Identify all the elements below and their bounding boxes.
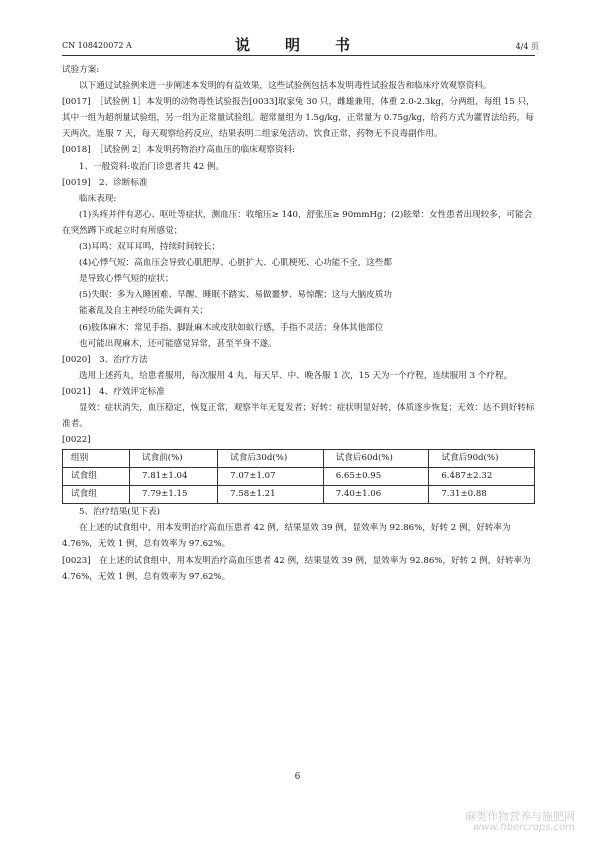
page-number: 6	[294, 772, 301, 782]
table-cell: 试食组	[63, 486, 130, 504]
symptom-4: (4)心悸气短：高血压会导致心肌肥厚、心脏扩大、心肌梗死、心功能不全，这些都	[79, 258, 392, 269]
watermark-text: 麻类作物营养与施肥网	[465, 810, 575, 823]
table-cell: 试食组	[63, 468, 130, 486]
paragraph-intro: 以下通过试验例来进一步阐述本发明的有益效果，这些试验例包括本发明毒性试验报告和临床疗效观察资料。	[79, 81, 492, 92]
paragraph-0021: [0021] 4、疗效评定标准	[62, 386, 165, 397]
results-table	[62, 449, 535, 504]
page-title: 说 明 书	[234, 36, 360, 54]
table-header-row	[63, 450, 535, 468]
symptom-6: (6)肢体麻木：常见手指、脚趾麻木或皮肤如蚁行感，手指不灵活；身体其他部位	[79, 322, 384, 333]
symptom-5: (5)失眠：多为入睡困难、早醒、睡眠不踏实、易做噩梦、易惊醒；这与大脑皮质功	[79, 290, 392, 301]
table-header-cell: 试食后60d(%)	[323, 450, 429, 468]
table-cell: 6.65±0.95	[323, 468, 429, 486]
paragraph-general-info: 1、一般资料:收治门诊患者共 42 例。	[79, 161, 225, 172]
table-cell: 7.31±0.88	[429, 486, 535, 504]
table-cell: 7.58±1.21	[218, 486, 324, 504]
page-indicator: 4/4 页	[515, 42, 539, 51]
treatment-method: 选用上述药丸，给患者服用，每次服用 4 丸，每天早、中、晚各服 1 次，15 天为一个疗程，连续服用 3 个疗程。	[79, 370, 513, 381]
results-heading: 5、治疗结果(见下表)	[79, 507, 160, 518]
paragraph-0020: [0020] 3、治疗方法	[62, 354, 148, 365]
table-header-cell: 试食后90d(%)	[429, 450, 535, 468]
document-body	[62, 62, 535, 585]
symptom-6-cont: 也可能出现麻木，还可能感觉异常，甚至半身不遂。	[79, 338, 277, 349]
paragraph-0023: [0023] 在上述的试食组中，用本发明治疗高血压患者 42 例，结果显效 39 例，显效率为 92.86%，好转 2 例，好转率为 4.76%，无效 1 例，总有效率为 97.62%。	[62, 555, 531, 582]
table-cell: 7.40±1.06	[323, 486, 429, 504]
table-cell: 7.07±1.07	[218, 468, 324, 486]
paragraph-0018: [0018] ［试验例 2］本发明药物治疗高血压的临床观察资料:	[62, 145, 296, 156]
symptom-1-2: (1)头疼并伴有恶心、呕吐等症状，测血压：收缩压≥ 140，舒张压≥ 90mmHg；(2)眩晕：女性患者出现较多，可能会在突然蹲下或起立时有所感觉；	[62, 209, 533, 236]
paragraph-0017: [0017] ［试验例 1］本发明的动物毒性试验报告[0033]取家兔 30 只，雌雄兼用，体重 2.0-2.3kg，分两组，每组 15 只，其中一组为超剂量试验组，另一组为正常量试验组。超常量组为 1.5g/kg，正常量为 0.75g/kg，给药方式为灌胃法给药，每天两次，连服 7 天，每天观察给药反应，结果表明二组家兔活动、饮食正常，药物无不良毒副作用。	[62, 97, 535, 140]
table-cell: 7.81±1.04	[130, 468, 218, 486]
paragraph-0019: [0019] 2、诊断标准	[62, 177, 148, 188]
header-divider	[62, 55, 535, 56]
symptom-4-cont: 是导致心悸气短的症状；	[79, 274, 174, 285]
table-header-cell: 试食后30d(%)	[218, 450, 324, 468]
table-header-cell: 试食前(%)	[130, 450, 218, 468]
symptom-5-cont: 能紊乱及自主神经功能失调有关；	[79, 306, 208, 317]
watermark-url: www.fibercrops.com	[473, 822, 575, 833]
clinical-heading: 临床表现:	[79, 193, 117, 204]
symptom-3: (3)耳鸣：双耳耳鸣，持续时间较长；	[79, 242, 221, 253]
table-row	[63, 486, 535, 504]
table-cell: 7.79±1.15	[130, 486, 218, 504]
results-paragraph: 在上述的试食组中，用本发明治疗高血压患者 42 例，结果显效 39 例，显效率为 92.86%，好转 2 例，好转率为 4.76%，无效 1 例，总有效率为 97.62%。	[62, 523, 511, 550]
section-heading: 试验方案:	[62, 65, 100, 75]
doc-number: CN 108420072 A	[62, 41, 132, 50]
table-cell: 6.487±2.32	[429, 468, 535, 486]
paragraph-0022: [0022]	[62, 435, 91, 446]
table-row	[63, 468, 535, 486]
table-header-cell: 组别	[63, 450, 130, 468]
efficacy-criteria: 显效：症状消失，血压稳定，恢复正常，观察半年无复发者；好转：症状明显好转，体质逐步恢复；无效：达不到好转标准者。	[62, 402, 535, 430]
